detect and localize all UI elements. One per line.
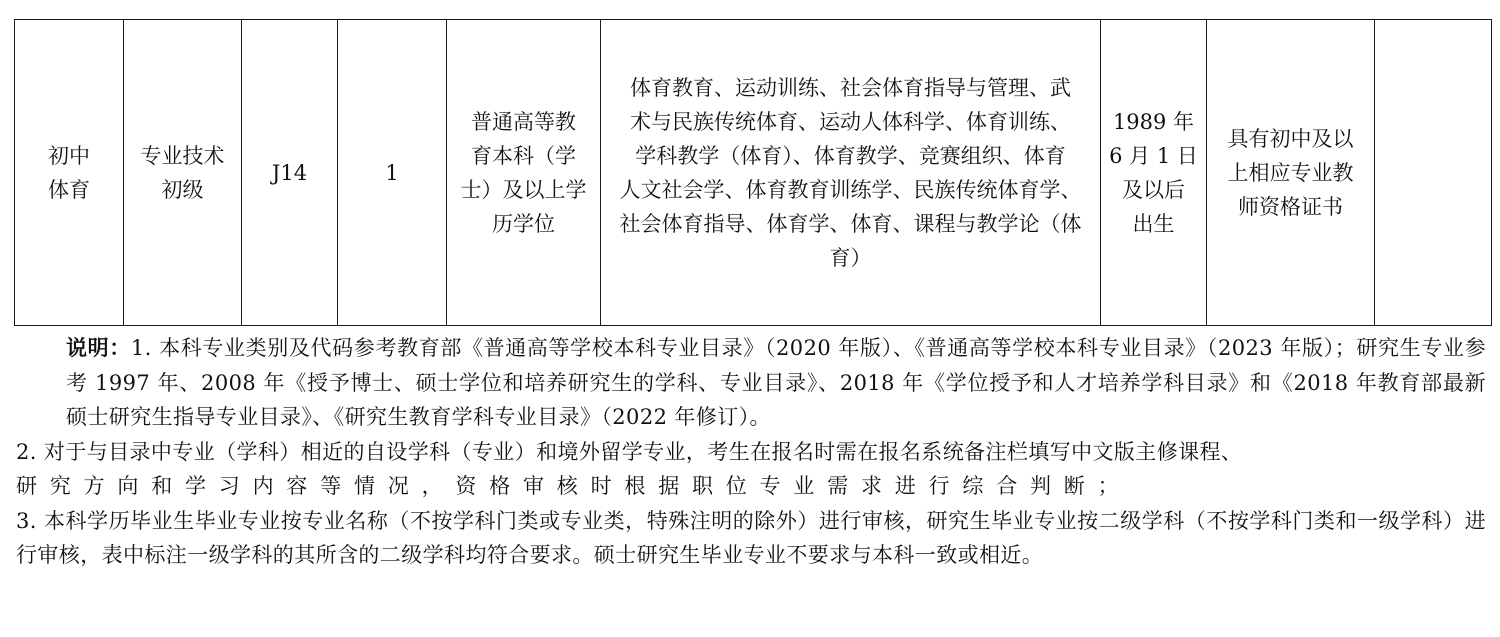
position-cell [15, 20, 124, 326]
note-paragraph-2 [16, 435, 1486, 504]
remarks-cell [1375, 20, 1492, 326]
major-cell [601, 20, 1101, 326]
note-paragraph-3 [16, 504, 1486, 573]
note-3-text: 3. 本科学历毕业生毕业专业按专业名称（不按学科门类或专业类，特殊注明的除外）进行审核，研究生毕业专业按二级学科（不按学科门类和一级学科）进行审核，表中标注一级学科的其所含的二级学科均符合要求。硕士研究生毕业专业不要求与本科一致或相近。 [16, 508, 1486, 567]
major-text: 体育教育、运动训练、社会体育指导与管理、武 术与民族传统体育、运动人体科学、体育训练、 学科教学（体育）、体育教学、竞赛组织、体育 人文社会学、体育教育训练学、民族传统体育学、 社会体育指导、体育学、体育、课程与教学论（体 育） [619, 75, 1082, 270]
category-cell [124, 20, 242, 326]
note-2-text-b: 研究方向和学习内容等情况，资格审核时根据职位专业需求进行综合判断； [16, 474, 1132, 498]
table-row [15, 20, 1492, 326]
education-text: 普通高等教 育本科（学 士）及以上学 历学位 [460, 109, 587, 236]
job-table-container [14, 19, 1491, 326]
notes-section [16, 331, 1486, 573]
job-table [14, 19, 1492, 326]
age-text: 1989 年 6 月 1 日 及以后 出生 [1109, 109, 1198, 236]
qualification-text: 具有初中及以 上相应专业教 师资格证书 [1227, 126, 1354, 219]
notes-label: 说明： [66, 335, 131, 360]
age-cell [1101, 20, 1207, 326]
note-1-text: 1. 本科专业类别及代码参考教育部《普通高等学校本科专业目录》（2020 年版）、《普通高等学校本科专业目录》（2023 年版）；研究生专业参考 1997 年、2008 年《授予博士、硕士学位和培养研究生的学科、专业目录》、2018 年《学位授予和人才培养学科目录》和《2018 年教育部最新硕士研究生指导专业目录》、《研究生教育学科专业目录》（2022 年修订）。 [66, 336, 1487, 429]
count-text: 1 [385, 160, 399, 185]
qualification-cell [1207, 20, 1375, 326]
code-cell [242, 20, 338, 326]
note-paragraph-1 [16, 331, 1486, 435]
code-text: J14 [271, 160, 308, 185]
category-text: 专业技术 初级 [140, 143, 225, 202]
position-text: 初中 体育 [48, 143, 90, 202]
education-cell [447, 20, 601, 326]
note-2-text-a: 2. 对于与目录中专业（学科）相近的自设学科（专业）和境外留学专业，考生在报名时需在报名系统备注栏填写中文版主修课程、 [16, 439, 1243, 464]
count-cell [338, 20, 447, 326]
